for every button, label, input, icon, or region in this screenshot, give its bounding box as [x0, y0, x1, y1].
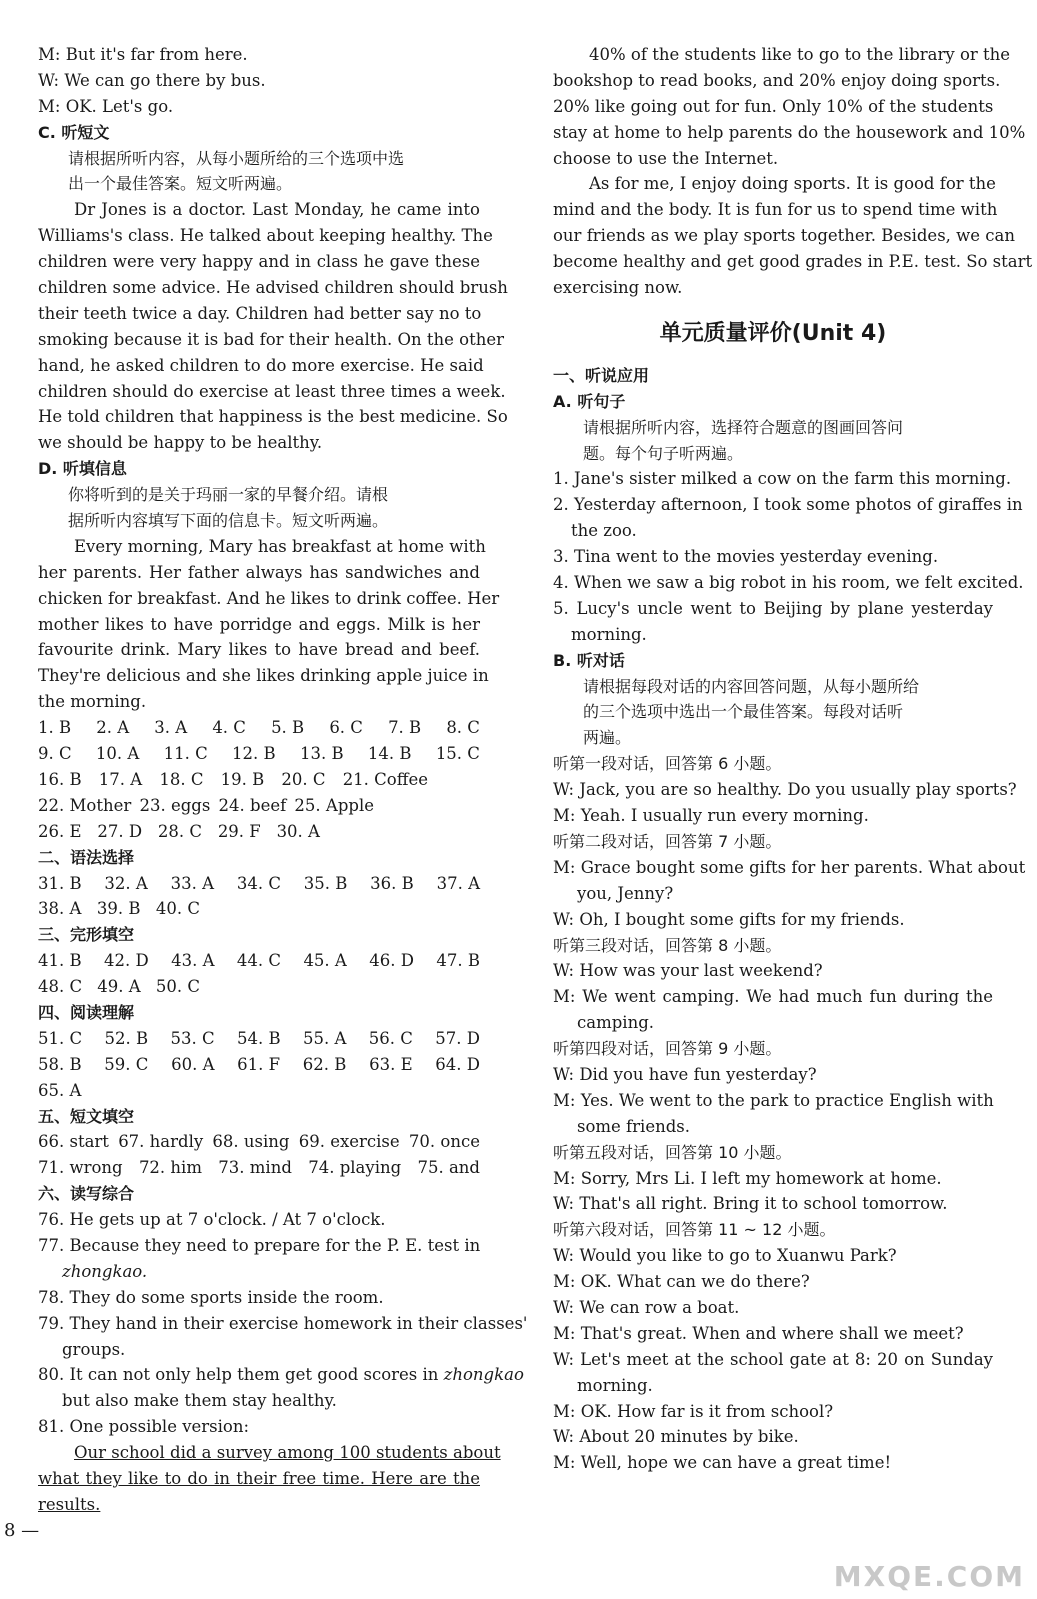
section-4-heading: 四、阅读理解	[38, 1002, 135, 1022]
instruction-line: 的三个选项中选出一个最佳答案。每段对话听	[583, 702, 904, 722]
essay-line: As for me, I enjoy doing sports. It is good for the	[589, 174, 996, 194]
answer: 46. D	[369, 951, 414, 971]
section-c-heading: C. 听短文	[38, 122, 110, 142]
dialog-line: M: Sorry, Mrs Li. I left my homework at home.	[553, 1168, 942, 1188]
dialog-line: W: Oh, I bought some gifts for my friends.	[553, 909, 905, 929]
watermark: MXQE.COM	[833, 1560, 1025, 1593]
answer: 30. A	[276, 821, 320, 841]
section-a-heading: A. 听句子	[553, 391, 626, 411]
essay-line: Our school did a survey among 100 students about	[74, 1443, 501, 1463]
answer: 33. A	[170, 873, 215, 893]
answer: 37. A	[436, 873, 480, 893]
dialog-intro: 听第四段对话，回答第 9 小题。	[553, 1039, 782, 1059]
section-b-heading: B. 听对话	[553, 650, 625, 670]
answer: 41. B	[38, 951, 82, 971]
passage-line: chicken for breakfast. And he likes to drink coffee. Her	[38, 588, 500, 608]
answer: 53. C	[170, 1028, 215, 1048]
unit-title: 单元质量评价(Unit 4)	[659, 320, 887, 346]
dialog-line: W: About 20 minutes by bike.	[553, 1427, 799, 1447]
instruction-line: 请根据所听内容，选择符合题意的图画回答问	[583, 417, 904, 437]
passage-line: her parents. Her father always has sandwiches and	[38, 562, 480, 582]
answer: 58. B	[38, 1054, 82, 1074]
passage-line: children were very happy and in class he gave these	[38, 252, 480, 272]
answer: 39. B	[96, 899, 141, 919]
dialog-line: W: Jack, you are so healthy. Do you usually play sports?	[553, 780, 1017, 800]
essay-line: our friends as we play sports together. Besides, we can	[553, 226, 1015, 246]
section-6-heading: 六、读写综合	[38, 1184, 135, 1204]
dialog-line-cont: camping.	[577, 1013, 654, 1033]
answer: 68. using	[212, 1132, 290, 1152]
dialog-line: M: Yeah. I usually run every morning.	[553, 806, 869, 826]
section-3-heading: 三、完形填空	[38, 925, 135, 945]
dialog-line: W: How was your last weekend?	[553, 961, 823, 981]
passage-line: children some advice. He advised children should brush	[38, 278, 508, 298]
dialog-line: W: We can row a boat.	[553, 1297, 740, 1317]
answer: 20. C	[281, 769, 326, 789]
answer-80-text: 80. It can not only help them get good scores in	[38, 1365, 439, 1385]
answer-row	[38, 1026, 480, 1052]
page-number: 8 —	[4, 1520, 40, 1541]
answer-row	[38, 715, 480, 741]
answer: 55. A	[303, 1028, 347, 1048]
answer: 72. him	[138, 1158, 202, 1178]
answer: 60. A	[171, 1054, 215, 1074]
sentence-item: 2. Yesterday afternoon, I took some photos of giraffes in	[553, 495, 1023, 515]
essay-line: exercising now.	[553, 278, 683, 298]
answer: 21. Coffee	[342, 769, 428, 789]
answer-80-italic: zhongkao	[443, 1365, 524, 1385]
answer-77-cont: zhongkao.	[62, 1261, 148, 1281]
answer: 49. A	[97, 977, 141, 997]
passage-line: favourite drink. Mary likes to have bread and beef.	[38, 640, 480, 660]
essay-line: choose to use the Internet.	[553, 148, 779, 168]
answer: 7. B	[388, 718, 422, 738]
answer: 75. and	[417, 1158, 480, 1178]
answer-row	[38, 871, 480, 897]
answer: 2. A	[96, 718, 130, 738]
answer-81: 81. One possible version:	[38, 1417, 250, 1437]
dialog-line: M: We went camping. We had much fun during the	[553, 987, 993, 1007]
passage-line: hand, he asked children to do more exercise. He said	[38, 355, 484, 375]
answer-row	[38, 1155, 480, 1181]
answer: 52. B	[104, 1028, 149, 1048]
answer: 18. C	[159, 769, 204, 789]
dialog-line: W: Did you have fun yesterday?	[553, 1064, 817, 1084]
answer: 44. C	[236, 951, 282, 971]
answer: 6. C	[329, 718, 363, 738]
answer: 28. C	[157, 821, 202, 841]
answer-row	[38, 1078, 480, 1104]
dialog-line: M: OK. How far is it from school?	[553, 1401, 834, 1421]
instruction-line: 出一个最佳答案。短文听两遍。	[68, 174, 293, 194]
answer: 43. A	[171, 951, 215, 971]
answer: 51. C	[38, 1028, 83, 1048]
answer: 3. A	[154, 718, 188, 738]
answer: 32. A	[104, 873, 148, 893]
answer: 59. C	[104, 1054, 149, 1074]
answer: 14. B	[367, 744, 412, 764]
passage-line: Williams's class. He talked about keeping healthy. The	[38, 226, 493, 246]
answer-row	[38, 741, 480, 767]
dialog-line: M: OK. What can we do there?	[553, 1272, 810, 1292]
dialog-line-cont: some friends.	[577, 1116, 690, 1136]
answer: 17. A	[98, 769, 143, 789]
answer: 9. C	[38, 744, 72, 764]
dialog-line: W: Let's meet at the school gate at 8: 20 on Sunday	[553, 1349, 993, 1369]
section-5-heading: 五、短文填空	[38, 1106, 135, 1126]
answer: 48. C	[38, 977, 83, 997]
answer-row	[38, 1052, 480, 1078]
dialog-line-cont: morning.	[577, 1375, 653, 1395]
instruction-line: 请根据所听内容，从每小题所给的三个选项中选	[68, 148, 405, 168]
dialog-line: M: That's great. When and where shall we meet?	[553, 1323, 964, 1343]
passage-line: Dr Jones is a doctor. Last Monday, he came into	[74, 200, 480, 220]
answer: 45. A	[303, 951, 347, 971]
answer: 31. B	[38, 873, 82, 893]
answer-79: 79. They hand in their exercise homework in their classes'	[38, 1313, 528, 1333]
answer: 66. start	[38, 1132, 109, 1152]
answer: 35. B	[303, 873, 348, 893]
left-column	[38, 42, 528, 1518]
sentence-item: 1. Jane's sister milked a cow on the farm this morning.	[553, 469, 1012, 489]
right-column	[553, 42, 1033, 1476]
answer-row	[38, 819, 320, 845]
dialog-intro: 听第三段对话，回答第 8 小题。	[553, 935, 782, 955]
essay-line: mind and the body. It is fun for us to spend time with	[553, 200, 998, 220]
essay-line: bookshop to read books, and 20% enjoy doing sports.	[553, 70, 1001, 90]
answer: 64. D	[435, 1054, 480, 1074]
answer: 4. C	[212, 718, 246, 738]
dialog-line: M: Grace bought some gifts for her parents. What about	[553, 857, 1026, 877]
dialog-intro: 听第二段对话，回答第 7 小题。	[553, 831, 782, 851]
essay-line: 40% of the students like to go to the library or the	[589, 45, 1011, 64]
answer: 56. C	[368, 1028, 413, 1048]
sentence-item: 5. Lucy's uncle went to Beijing by plane yesterday	[553, 598, 993, 618]
answer: 36. B	[370, 873, 414, 893]
answer: 69. exercise	[298, 1132, 400, 1152]
sentence-item-cont: morning.	[571, 624, 647, 644]
answer: 16. B	[38, 769, 82, 789]
essay-line: become healthy and get good grades in P.E. test. So start	[553, 252, 1033, 272]
answer: 65. A	[38, 1080, 82, 1100]
answer-row	[38, 793, 374, 819]
instruction-line: 题。每个句子听两遍。	[583, 443, 744, 463]
answer-row	[38, 896, 200, 922]
answer: 15. C	[435, 744, 480, 764]
instruction-line: 请根据每段对话的内容回答问题，从每小题所给	[583, 676, 920, 696]
answer: 34. C	[236, 873, 281, 893]
answer: 5. B	[271, 718, 305, 738]
dialog-line: W: Would you like to go to Xuanwu Park?	[553, 1246, 897, 1266]
dialog-intro: 听第一段对话，回答第 6 小题。	[553, 754, 782, 774]
essay-line: stay at home to help parents do the housework and 10%	[553, 122, 1026, 142]
answer: 74. playing	[308, 1158, 402, 1178]
sentence-item: 3. Tina went to the movies yesterday evening.	[553, 547, 939, 567]
answer-row	[38, 948, 480, 974]
answer: 63. E	[369, 1054, 413, 1074]
answer: 26. E	[38, 821, 82, 841]
answer: 62. B	[302, 1054, 347, 1074]
dialog-intro: 听第六段对话，回答第 11 ~ 12 小题。	[553, 1220, 836, 1240]
answer: 19. B	[220, 769, 265, 789]
answer: 38. A	[38, 899, 82, 919]
dialog-line: W: We can go there by bus.	[38, 70, 266, 90]
answer: 71. wrong	[38, 1158, 123, 1178]
answer: 11. C	[163, 744, 208, 764]
answer: 57. D	[435, 1028, 480, 1048]
answer: 47. B	[436, 951, 480, 971]
answer-76: 76. He gets up at 7 o'clock. / At 7 o'clock.	[38, 1210, 386, 1230]
answer: 67. hardly	[118, 1132, 204, 1152]
answer-80-cont: but also make them stay healthy.	[62, 1391, 337, 1411]
answer: 22. Mother	[38, 795, 132, 815]
answer: 70. once	[408, 1132, 480, 1152]
answer: 25. Apple	[294, 795, 374, 815]
answer: 1. B	[38, 718, 72, 738]
answer: 24. beef	[218, 795, 287, 815]
passage-line: Every morning, Mary has breakfast at home with	[74, 536, 486, 556]
answer: 12. B	[232, 744, 276, 764]
answer: 10. A	[95, 744, 140, 764]
answer: 61. F	[237, 1054, 281, 1074]
dialog-intro: 听第五段对话，回答第 10 小题。	[553, 1142, 792, 1162]
answer: 40. C	[155, 899, 200, 919]
instruction-line: 据所听内容填写下面的信息卡。短文听两遍。	[68, 511, 389, 531]
answer: 8. C	[446, 718, 480, 738]
dialog-line: M: Yes. We went to the park to practice English with	[553, 1090, 994, 1110]
section-d-heading: D. 听填信息	[38, 459, 127, 479]
essay-line: 20% like going out for fun. Only 10% of the students	[553, 96, 994, 116]
answer: 50. C	[155, 977, 200, 997]
answer-row	[38, 974, 200, 1000]
instruction-line: 你将听到的是关于玛丽一家的早餐介绍。请根	[68, 485, 389, 505]
answer: 13. B	[299, 744, 344, 764]
essay-line: results.	[38, 1494, 101, 1514]
dialog-line: M: Well, hope we can have a great time!	[553, 1453, 892, 1473]
answer: 42. D	[104, 951, 149, 971]
passage-line: we should be happy to be healthy.	[38, 433, 323, 453]
answer: 27. D	[97, 821, 143, 841]
dialog-line: M: OK. Let's go.	[38, 96, 174, 116]
answer-row	[38, 767, 428, 793]
answer: 29. F	[217, 821, 261, 841]
answer-79-cont: groups.	[62, 1339, 126, 1359]
dialog-line: W: That's all right. Bring it to school tomorrow.	[553, 1194, 948, 1214]
passage-line: children should do exercise at least three times a week.	[38, 381, 506, 401]
answer: 73. mind	[218, 1158, 292, 1178]
dialog-line: M: But it's far from here.	[38, 45, 248, 64]
section-2-heading: 二、语法选择	[38, 847, 135, 867]
answer-row	[38, 1129, 480, 1155]
passage-line: their teeth twice a day. Children had better say no to	[38, 303, 482, 323]
sentence-item-cont: the zoo.	[571, 521, 637, 541]
answer-77: 77. Because they need to prepare for the P. E. test in	[38, 1235, 481, 1255]
passage-line: They're delicious and she likes drinking apple juice in	[38, 666, 489, 686]
answer-78: 78. They do some sports inside the room.	[38, 1287, 384, 1307]
passage-line: mother likes to have porridge and eggs. Milk is her	[38, 614, 480, 634]
dialog-line-cont: you, Jenny?	[577, 883, 674, 903]
answer: 23. eggs	[139, 795, 211, 815]
instruction-line: 两遍。	[583, 728, 632, 748]
essay-line: what they like to do in their free time. Here are the	[38, 1468, 480, 1488]
passage-line: the morning.	[38, 692, 147, 712]
sentence-item: 4. When we saw a big robot in his room, we felt excited.	[553, 573, 1024, 593]
answer-80	[38, 1362, 524, 1388]
passage-line: He told children that happiness is the best medicine. So	[38, 407, 508, 427]
passage-line: smoking because it is bad for their health. On the other	[38, 329, 504, 349]
section-1-heading: 一、听说应用	[553, 365, 650, 385]
answer: 54. B	[237, 1028, 281, 1048]
